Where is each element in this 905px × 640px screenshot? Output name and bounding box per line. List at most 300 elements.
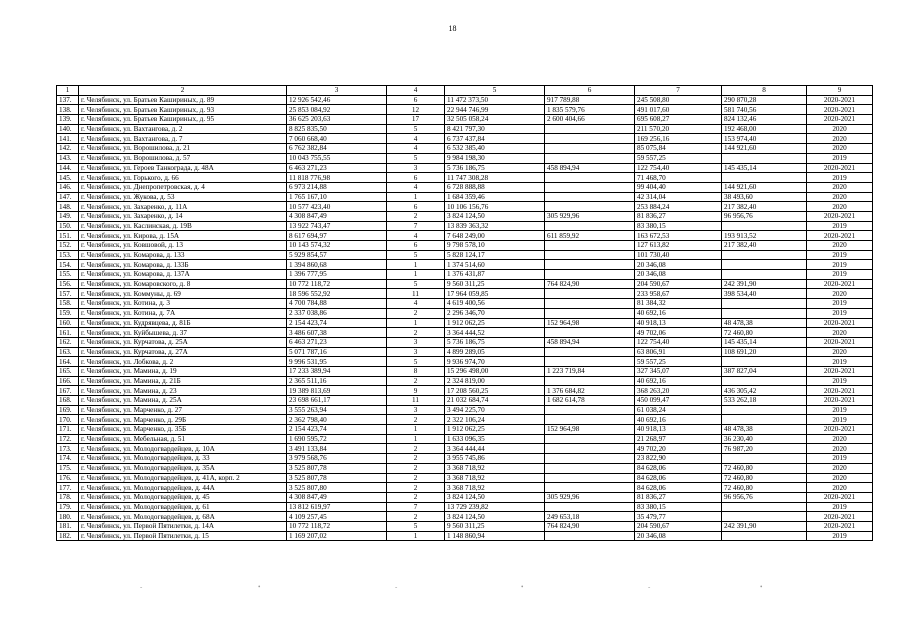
- total-cost-cell: 4 308 847,49: [287, 211, 387, 221]
- table-row: [57, 318, 873, 328]
- table-row: [57, 173, 873, 183]
- cost-dispatch-cell: 152 964,98: [545, 425, 635, 435]
- cost-dispatch-cell: [545, 328, 635, 338]
- table-row: [57, 299, 873, 309]
- cost-technical-control-cell: [722, 270, 807, 280]
- row-number-cell: 159.: [57, 308, 79, 318]
- year-period-cell: 2019: [807, 308, 873, 318]
- cost-lifts-cell: 1 376 431,87: [445, 270, 545, 280]
- cost-survey-cell: 99 404,40: [635, 182, 722, 192]
- lift-count-cell: 2: [387, 444, 445, 454]
- row-number-cell: 138.: [57, 105, 79, 115]
- year-period-cell: 2020-2021: [807, 105, 873, 115]
- table-row: [57, 211, 873, 221]
- lift-count-cell: 11: [387, 396, 445, 406]
- cost-dispatch-cell: [545, 376, 635, 386]
- total-cost-cell: 2 365 511,16: [287, 376, 387, 386]
- cost-technical-control-cell: 242 391,90: [722, 279, 807, 289]
- cost-survey-cell: 20 346,08: [635, 270, 722, 280]
- address-cell: г. Челябинск, ул. Комарова, д. 133: [79, 250, 287, 260]
- cost-lifts-cell: 5 736 186,75: [445, 163, 545, 173]
- cost-dispatch-cell: [545, 250, 635, 260]
- cost-survey-cell: 84 628,06: [635, 463, 722, 473]
- cost-lifts-cell: 4 619 400,56: [445, 299, 545, 309]
- row-number-cell: 163.: [57, 347, 79, 357]
- lift-count-cell: 7: [387, 502, 445, 512]
- cost-survey-cell: 42 314,04: [635, 192, 722, 202]
- column-number: 9: [807, 86, 873, 96]
- cost-survey-cell: 204 590,67: [635, 279, 722, 289]
- cost-survey-cell: 85 075,84: [635, 144, 722, 154]
- cost-dispatch-cell: 2 600 404,66: [545, 115, 635, 125]
- lift-count-cell: 2: [387, 376, 445, 386]
- total-cost-cell: 3 486 607,38: [287, 328, 387, 338]
- table-row: [57, 434, 873, 444]
- cost-technical-control-cell: 387 827,04: [722, 366, 807, 376]
- lift-count-cell: 5: [387, 250, 445, 260]
- lift-count-cell: 2: [387, 473, 445, 483]
- year-period-cell: 2020: [807, 182, 873, 192]
- lift-count-cell: 6: [387, 202, 445, 212]
- table-row: [57, 241, 873, 251]
- row-number-cell: 156.: [57, 279, 79, 289]
- table-row: [57, 202, 873, 212]
- cost-lifts-cell: 3 364 444,52: [445, 328, 545, 338]
- table-row: [57, 95, 873, 105]
- address-cell: г. Челябинск, ул. Комарова, д. 133Б: [79, 260, 287, 270]
- row-number-cell: 142.: [57, 144, 79, 154]
- cost-dispatch-cell: [545, 192, 635, 202]
- cost-technical-control-cell: 72 460,80: [722, 328, 807, 338]
- lift-count-cell: 4: [387, 134, 445, 144]
- cost-technical-control-cell: [722, 250, 807, 260]
- total-cost-cell: 4 308 847,49: [287, 492, 387, 502]
- address-cell: г. Челябинск, ул. Молодогвардейцев, д. 45: [79, 492, 287, 502]
- column-number: 8: [722, 86, 807, 96]
- cost-technical-control-cell: 145 435,14: [722, 337, 807, 347]
- lift-count-cell: 2: [387, 492, 445, 502]
- cost-lifts-cell: 6 728 888,88: [445, 182, 545, 192]
- total-cost-cell: 7 060 668,40: [287, 134, 387, 144]
- total-cost-cell: 2 337 038,86: [287, 308, 387, 318]
- year-period-cell: 2019: [807, 357, 873, 367]
- address-cell: г. Челябинск, ул. Кирова, д. 15А: [79, 231, 287, 241]
- cost-survey-cell: 40 692,16: [635, 415, 722, 425]
- lift-count-cell: 1: [387, 531, 445, 541]
- cost-lifts-cell: 3 368 718,92: [445, 483, 545, 493]
- row-number-cell: 177.: [57, 483, 79, 493]
- address-cell: г. Челябинск, ул. Котина, д. 3: [79, 299, 287, 309]
- cost-dispatch-cell: [545, 463, 635, 473]
- cost-technical-control-cell: 217 382,40: [722, 241, 807, 251]
- lift-count-cell: 6: [387, 95, 445, 105]
- row-number-cell: 151.: [57, 231, 79, 241]
- cost-technical-control-cell: [722, 454, 807, 464]
- table-row: [57, 289, 873, 299]
- year-period-cell: 2020: [807, 289, 873, 299]
- cost-technical-control-cell: 193 913,52: [722, 231, 807, 241]
- cost-lifts-cell: 2 322 106,24: [445, 415, 545, 425]
- address-cell: г. Челябинск, ул. Молодогвардейцев, д. 33: [79, 454, 287, 464]
- table-row: [57, 415, 873, 425]
- cost-lifts-cell: 1 912 062,25: [445, 318, 545, 328]
- row-number-cell: 153.: [57, 250, 79, 260]
- table-row: [57, 357, 873, 367]
- row-number-cell: 140.: [57, 124, 79, 134]
- cost-technical-control-cell: 533 262,18: [722, 396, 807, 406]
- table-row: [57, 153, 873, 163]
- cost-survey-cell: 49 702,06: [635, 328, 722, 338]
- table-row: [57, 337, 873, 347]
- lift-count-cell: 6: [387, 173, 445, 183]
- address-cell: г. Челябинск, ул. Ковшовой, д. 13: [79, 241, 287, 251]
- row-number-cell: 178.: [57, 492, 79, 502]
- cost-dispatch-cell: [545, 444, 635, 454]
- cost-dispatch-cell: [545, 347, 635, 357]
- address-cell: г. Челябинск, ул. Мамина, д. 25А: [79, 396, 287, 406]
- address-cell: г. Челябинск, ул. Коммуны, д. 69: [79, 289, 287, 299]
- cost-dispatch-cell: [545, 260, 635, 270]
- cost-survey-cell: 450 099,47: [635, 396, 722, 406]
- cost-survey-cell: 84 628,06: [635, 473, 722, 483]
- year-period-cell: 2020: [807, 483, 873, 493]
- address-cell: г. Челябинск, ул. Кудрявцева, д. 81Б: [79, 318, 287, 328]
- cost-lifts-cell: 5 828 124,17: [445, 250, 545, 260]
- lift-count-cell: 2: [387, 463, 445, 473]
- table-row: [57, 250, 873, 260]
- lift-count-cell: 3: [387, 337, 445, 347]
- total-cost-cell: 6 973 214,88: [287, 182, 387, 192]
- year-period-cell: 2020-2021: [807, 492, 873, 502]
- cost-technical-control-cell: [722, 502, 807, 512]
- lift-count-cell: 5: [387, 521, 445, 531]
- table-row: [57, 115, 873, 125]
- lift-count-cell: 2: [387, 328, 445, 338]
- row-number-cell: 137.: [57, 95, 79, 105]
- cost-technical-control-cell: 581 740,56: [722, 105, 807, 115]
- address-cell: г. Челябинск, ул. Курчатова, д. 27А: [79, 347, 287, 357]
- table-row: [57, 473, 873, 483]
- cost-technical-control-cell: 96 956,76: [722, 492, 807, 502]
- cost-survey-cell: 122 754,40: [635, 337, 722, 347]
- row-number-cell: 148.: [57, 202, 79, 212]
- table-row: [57, 396, 873, 406]
- cost-survey-cell: 169 256,16: [635, 134, 722, 144]
- register-table-body: [57, 86, 873, 541]
- cost-survey-cell: 40 692,16: [635, 308, 722, 318]
- cost-technical-control-cell: 108 691,20: [722, 347, 807, 357]
- cost-technical-control-cell: 72 460,80: [722, 483, 807, 493]
- address-cell: г. Челябинск, ул. Марченко, д. 27: [79, 405, 287, 415]
- cost-technical-control-cell: 96 956,76: [722, 211, 807, 221]
- row-number-cell: 152.: [57, 241, 79, 251]
- table-row: [57, 454, 873, 464]
- lift-count-cell: 2: [387, 483, 445, 493]
- cost-dispatch-cell: [545, 134, 635, 144]
- lift-count-cell: 3: [387, 347, 445, 357]
- year-period-cell: 2019: [807, 173, 873, 183]
- row-number-cell: 143.: [57, 153, 79, 163]
- table-row: [57, 347, 873, 357]
- total-cost-cell: 10 772 118,72: [287, 521, 387, 531]
- cost-technical-control-cell: 192 468,00: [722, 124, 807, 134]
- row-number-cell: 160.: [57, 318, 79, 328]
- total-cost-cell: 8 617 694,97: [287, 231, 387, 241]
- address-cell: г. Челябинск, ул. Вахтангова, д. 2: [79, 124, 287, 134]
- table-row: [57, 376, 873, 386]
- address-cell: г. Челябинск, ул. Первой Пятилетки, д. 14А: [79, 521, 287, 531]
- cost-lifts-cell: 3 368 718,92: [445, 463, 545, 473]
- cost-survey-cell: 84 628,06: [635, 483, 722, 493]
- cost-technical-control-cell: 824 132,46: [722, 115, 807, 125]
- cost-survey-cell: 61 038,24: [635, 405, 722, 415]
- year-period-cell: 2020-2021: [807, 521, 873, 531]
- cost-dispatch-cell: [545, 182, 635, 192]
- cost-lifts-cell: 3 824 124,50: [445, 211, 545, 221]
- cost-survey-cell: 491 017,60: [635, 105, 722, 115]
- total-cost-cell: 3 979 568,76: [287, 454, 387, 464]
- cost-technical-control-cell: [722, 357, 807, 367]
- cost-dispatch-cell: [545, 270, 635, 280]
- table-row: [57, 463, 873, 473]
- address-cell: г. Челябинск, ул. Молодогвардейцев, д. 10А: [79, 444, 287, 454]
- cost-dispatch-cell: [545, 502, 635, 512]
- address-cell: г. Челябинск, ул. Жукова, д. 53: [79, 192, 287, 202]
- address-cell: г. Челябинск, ул. Братьев Кашириных, д. 93: [79, 105, 287, 115]
- address-cell: г. Челябинск, ул. Горького, д. 66: [79, 173, 287, 183]
- address-cell: г. Челябинск, ул. Мамина, д. 19: [79, 366, 287, 376]
- address-cell: г. Челябинск, ул. Комаровского, д. 8: [79, 279, 287, 289]
- cost-dispatch-cell: [545, 153, 635, 163]
- cost-dispatch-cell: [545, 454, 635, 464]
- cost-lifts-cell: 22 944 746,99: [445, 105, 545, 115]
- cost-survey-cell: 71 468,70: [635, 173, 722, 183]
- address-cell: г. Челябинск, ул. Мебельная, д. 51: [79, 434, 287, 444]
- total-cost-cell: 2 154 423,74: [287, 425, 387, 435]
- column-number: 2: [79, 86, 287, 96]
- cost-lifts-cell: 1 684 359,46: [445, 192, 545, 202]
- total-cost-cell: 10 772 118,72: [287, 279, 387, 289]
- lift-count-cell: 2: [387, 512, 445, 522]
- cost-lifts-cell: 3 824 124,50: [445, 492, 545, 502]
- table-row: [57, 260, 873, 270]
- address-cell: г. Челябинск, ул. Молодогвардейцев, д. 35А: [79, 463, 287, 473]
- cost-survey-cell: 21 268,97: [635, 434, 722, 444]
- cost-technical-control-cell: 398 534,40: [722, 289, 807, 299]
- lift-count-cell: 5: [387, 357, 445, 367]
- total-cost-cell: 11 818 776,98: [287, 173, 387, 183]
- year-period-cell: 2019: [807, 153, 873, 163]
- cost-technical-control-cell: 144 921,60: [722, 182, 807, 192]
- cost-survey-cell: 211 570,20: [635, 124, 722, 134]
- address-cell: г. Челябинск, ул. Братьев Кашириных, д. 95: [79, 115, 287, 125]
- address-cell: г. Челябинск, ул. Комарова, д. 137А: [79, 270, 287, 280]
- cost-survey-cell: 49 702,20: [635, 444, 722, 454]
- cost-lifts-cell: 17 208 560,25: [445, 386, 545, 396]
- cost-dispatch-cell: 305 929,96: [545, 492, 635, 502]
- total-cost-cell: 4 109 257,45: [287, 512, 387, 522]
- cost-lifts-cell: 13 839 363,32: [445, 221, 545, 231]
- address-cell: г. Челябинск, ул. Мамина, д. 23: [79, 386, 287, 396]
- year-period-cell: 2019: [807, 299, 873, 309]
- year-period-cell: 2020-2021: [807, 318, 873, 328]
- cost-technical-control-cell: 436 305,42: [722, 386, 807, 396]
- lift-count-cell: 1: [387, 270, 445, 280]
- cost-survey-cell: 23 822,90: [635, 454, 722, 464]
- row-number-cell: 182.: [57, 531, 79, 541]
- lift-count-cell: 11: [387, 289, 445, 299]
- year-period-cell: 2019: [807, 405, 873, 415]
- total-cost-cell: 3 525 807,80: [287, 483, 387, 493]
- lift-count-cell: 5: [387, 124, 445, 134]
- total-cost-cell: 19 389 813,69: [287, 386, 387, 396]
- total-cost-cell: 1 765 167,10: [287, 192, 387, 202]
- cost-dispatch-cell: 764 824,90: [545, 521, 635, 531]
- register-table: [56, 85, 873, 541]
- address-cell: г. Челябинск, ул. Ворошилова, д. 21: [79, 144, 287, 154]
- row-number-cell: 168.: [57, 396, 79, 406]
- cost-technical-control-cell: [722, 221, 807, 231]
- cost-survey-cell: 81 384,32: [635, 299, 722, 309]
- total-cost-cell: 2 154 423,74: [287, 318, 387, 328]
- cost-dispatch-cell: 458 894,94: [545, 337, 635, 347]
- year-period-cell: 2020-2021: [807, 512, 873, 522]
- row-number-cell: 180.: [57, 512, 79, 522]
- row-number-cell: 141.: [57, 134, 79, 144]
- address-cell: г. Челябинск, ул. Молодогвардейцев, д. 61: [79, 502, 287, 512]
- cost-technical-control-cell: 38 493,60: [722, 192, 807, 202]
- cost-lifts-cell: 6 737 437,84: [445, 134, 545, 144]
- lift-count-cell: 4: [387, 299, 445, 309]
- cost-dispatch-cell: [545, 221, 635, 231]
- cost-survey-cell: 20 346,08: [635, 531, 722, 541]
- cost-survey-cell: 81 836,27: [635, 492, 722, 502]
- row-number-cell: 179.: [57, 502, 79, 512]
- cost-dispatch-cell: 249 653,18: [545, 512, 635, 522]
- total-cost-cell: 8 825 835,50: [287, 124, 387, 134]
- cost-technical-control-cell: 242 391,90: [722, 521, 807, 531]
- year-period-cell: 2019: [807, 260, 873, 270]
- year-period-cell: 2020-2021: [807, 95, 873, 105]
- total-cost-cell: 5 929 854,57: [287, 250, 387, 260]
- lift-count-cell: 5: [387, 153, 445, 163]
- cost-survey-cell: 63 806,91: [635, 347, 722, 357]
- lift-count-cell: 12: [387, 105, 445, 115]
- row-number-cell: 144.: [57, 163, 79, 173]
- cost-technical-control-cell: [722, 531, 807, 541]
- total-cost-cell: 12 926 542,46: [287, 95, 387, 105]
- year-period-cell: 2020-2021: [807, 279, 873, 289]
- lift-count-cell: 4: [387, 144, 445, 154]
- table-row: [57, 502, 873, 512]
- cost-technical-control-cell: 72 460,80: [722, 473, 807, 483]
- address-cell: г. Челябинск, ул. Курчатова, д. 25А: [79, 337, 287, 347]
- cost-lifts-cell: 11 472 373,50: [445, 95, 545, 105]
- cost-lifts-cell: 9 798 578,10: [445, 241, 545, 251]
- column-number: 1: [57, 86, 79, 96]
- address-cell: г. Челябинск, ул. Героев Танкограда, д. 48А: [79, 163, 287, 173]
- lift-count-cell: 8: [387, 366, 445, 376]
- cost-survey-cell: 40 692,16: [635, 376, 722, 386]
- cost-survey-cell: 233 958,67: [635, 289, 722, 299]
- table-row: [57, 405, 873, 415]
- total-cost-cell: 13 922 743,47: [287, 221, 387, 231]
- lift-count-cell: 1: [387, 192, 445, 202]
- cost-dispatch-cell: 305 929,96: [545, 211, 635, 221]
- address-cell: г. Челябинск, ул. Куйбышева, д. 37: [79, 328, 287, 338]
- row-number-cell: 173.: [57, 444, 79, 454]
- cost-dispatch-cell: [545, 434, 635, 444]
- total-cost-cell: 25 853 084,92: [287, 105, 387, 115]
- year-period-cell: 2020: [807, 241, 873, 251]
- cost-survey-cell: 245 508,80: [635, 95, 722, 105]
- row-number-cell: 147.: [57, 192, 79, 202]
- row-number-cell: 167.: [57, 386, 79, 396]
- address-cell: г. Челябинск, ул. Марченко, д. 29Б: [79, 415, 287, 425]
- cost-dispatch-cell: [545, 124, 635, 134]
- year-period-cell: 2020: [807, 434, 873, 444]
- year-period-cell: 2019: [807, 415, 873, 425]
- table-row: [57, 105, 873, 115]
- column-number-row: [57, 86, 873, 96]
- total-cost-cell: 1 394 860,68: [287, 260, 387, 270]
- cost-technical-control-cell: 290 870,28: [722, 95, 807, 105]
- row-number-cell: 165.: [57, 366, 79, 376]
- row-number-cell: 166.: [57, 376, 79, 386]
- row-number-cell: 139.: [57, 115, 79, 125]
- table-row: [57, 270, 873, 280]
- cost-survey-cell: 35 479,77: [635, 512, 722, 522]
- cost-technical-control-cell: 153 974,40: [722, 134, 807, 144]
- row-number-cell: 171.: [57, 425, 79, 435]
- cost-lifts-cell: 1 912 062,25: [445, 425, 545, 435]
- year-period-cell: 2019: [807, 270, 873, 280]
- address-cell: г. Челябинск, ул. Котина, д. 7А: [79, 308, 287, 318]
- total-cost-cell: 6 762 382,84: [287, 144, 387, 154]
- year-period-cell: 2020: [807, 473, 873, 483]
- row-number-cell: 169.: [57, 405, 79, 415]
- cost-survey-cell: 695 608,27: [635, 115, 722, 125]
- year-period-cell: 2020-2021: [807, 425, 873, 435]
- total-cost-cell: 3 525 807,78: [287, 463, 387, 473]
- cost-survey-cell: 204 590,67: [635, 521, 722, 531]
- year-period-cell: 2020: [807, 444, 873, 454]
- cost-lifts-cell: 13 729 239,82: [445, 502, 545, 512]
- cost-lifts-cell: 10 106 156,76: [445, 202, 545, 212]
- cost-technical-control-cell: [722, 308, 807, 318]
- cost-lifts-cell: 1 374 514,60: [445, 260, 545, 270]
- total-cost-cell: 17 233 389,94: [287, 366, 387, 376]
- year-period-cell: 2020-2021: [807, 386, 873, 396]
- row-number-cell: 157.: [57, 289, 79, 299]
- row-number-cell: 155.: [57, 270, 79, 280]
- cost-technical-control-cell: [722, 173, 807, 183]
- year-period-cell: 2020: [807, 192, 873, 202]
- row-number-cell: 149.: [57, 211, 79, 221]
- year-period-cell: 2020-2021: [807, 211, 873, 221]
- row-number-cell: 162.: [57, 337, 79, 347]
- cost-dispatch-cell: [545, 531, 635, 541]
- address-cell: г. Челябинск, ул. Молодогвардейцев, д. 41А, корп. 2: [79, 473, 287, 483]
- year-period-cell: 2020-2021: [807, 396, 873, 406]
- cost-survey-cell: 59 557,25: [635, 357, 722, 367]
- table-row: [57, 386, 873, 396]
- cost-technical-control-cell: 48 478,38: [722, 425, 807, 435]
- total-cost-cell: 10 143 574,32: [287, 241, 387, 251]
- year-period-cell: 2019: [807, 376, 873, 386]
- address-cell: г. Челябинск, ул. Захаренко, д. 11А: [79, 202, 287, 212]
- cost-technical-control-cell: 145 435,14: [722, 163, 807, 173]
